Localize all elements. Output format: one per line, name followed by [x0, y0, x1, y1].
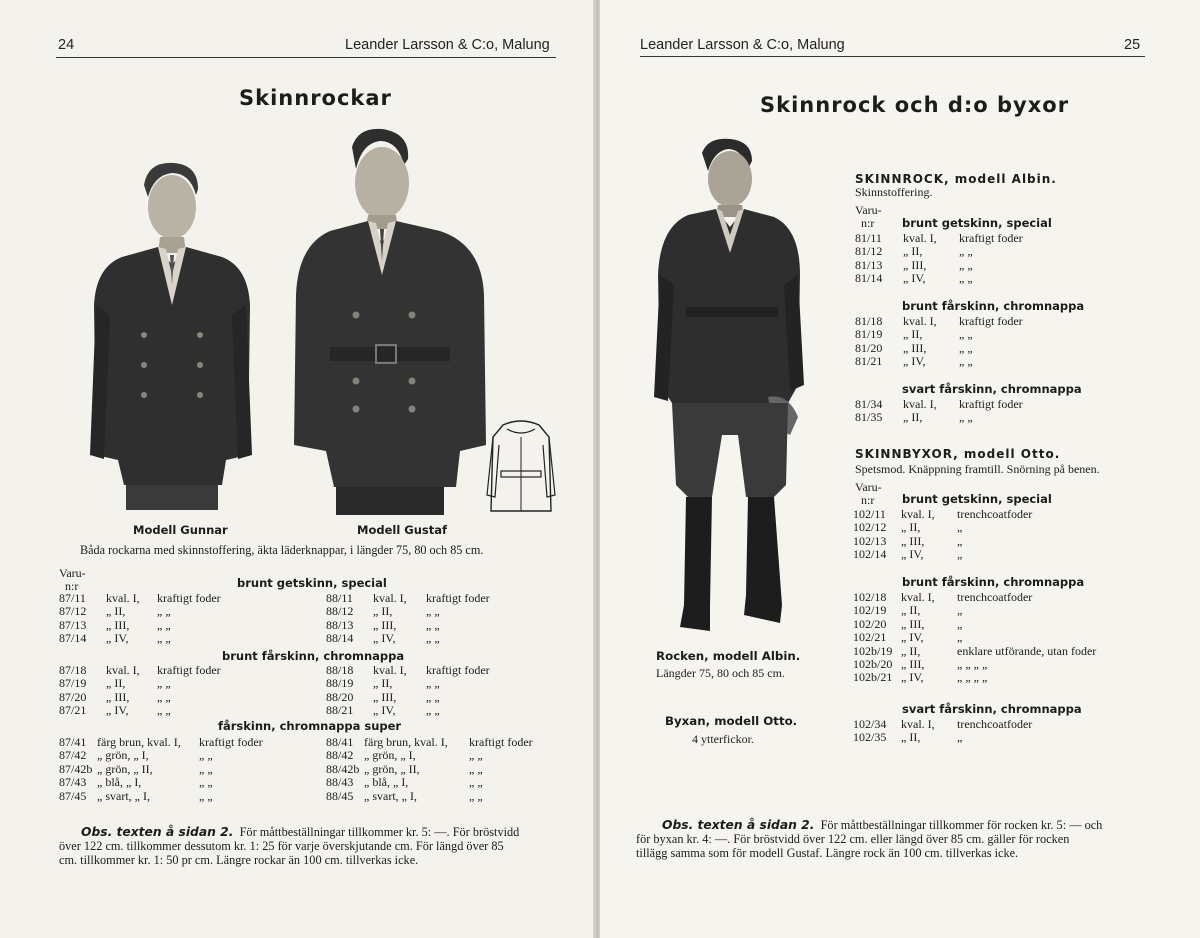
- table-row: [855, 272, 1155, 285]
- foder: „: [957, 630, 963, 645]
- section-rows: [853, 718, 1163, 745]
- varunummer: 102b/21: [853, 670, 893, 685]
- varunummer: 87/11: [59, 591, 86, 605]
- varunummer: 102/13: [853, 533, 887, 548]
- kvalitet: „ III,: [901, 656, 925, 671]
- kvalitet: kval. I,: [106, 663, 140, 677]
- foder: kraftigt foder: [157, 663, 221, 677]
- varunummer: 88/13: [326, 617, 354, 632]
- table-row: [853, 658, 1163, 671]
- foder: „: [957, 616, 963, 631]
- trousers-sub: Spetsmod. Knäppning framtill. Snörning på benen.: [855, 462, 1100, 476]
- kvalitet: „ grön, „ II,: [364, 761, 420, 776]
- kvalitet: „ IV,: [106, 631, 129, 646]
- varunummer: 88/41: [326, 735, 354, 749]
- foder: „ „: [157, 617, 171, 632]
- section-heading: brunt fårskinn, chromnappa: [222, 649, 405, 663]
- varunummer: 88/11: [326, 591, 353, 605]
- kvalitet: „ IV,: [901, 670, 924, 685]
- table-row: [59, 736, 579, 749]
- table-row: [855, 342, 1155, 355]
- foder: „ „: [157, 604, 171, 619]
- section-heading: brunt getskinn, special: [902, 492, 1052, 506]
- varunummer: 88/42b: [326, 761, 360, 776]
- table-row: [853, 508, 1163, 521]
- varunummer: 88/18: [326, 663, 354, 677]
- varunummer: 88/14: [326, 631, 354, 646]
- foder: „ „: [959, 340, 973, 355]
- section-heading: brunt getskinn, special: [902, 216, 1052, 230]
- caption-byxan: Byxan, modell Otto.: [665, 714, 798, 728]
- table-row: [59, 691, 579, 704]
- table-row: [59, 619, 579, 632]
- varunummer: 102/14: [853, 547, 887, 562]
- kvalitet: „ IV,: [373, 631, 396, 646]
- foder: „ „: [426, 689, 440, 704]
- kvalitet: „ grön, „ II,: [97, 761, 153, 776]
- table-row: [59, 592, 579, 605]
- kvalitet: färg brun, kval. I,: [97, 735, 181, 749]
- trousers-name: SKINNBYXOR, modell Otto.: [855, 447, 1061, 461]
- varunummer: 102/35: [853, 730, 887, 745]
- page-title-right: Skinnrock och d:o byxor: [760, 93, 1070, 117]
- section-heading: fårskinn, chromnappa super: [218, 719, 402, 733]
- table-row: [855, 411, 1155, 424]
- kvalitet: „ svart, „ I,: [97, 788, 150, 803]
- varunummer: 81/21: [855, 354, 883, 369]
- kvalitet: kval. I,: [901, 717, 935, 731]
- varunummer: 88/45: [326, 788, 354, 803]
- table-row: [853, 631, 1163, 644]
- table-row: [59, 605, 579, 618]
- foder: „ „ „ „: [957, 670, 988, 685]
- foder: enklare utförande, utan foder: [957, 643, 1097, 658]
- kvalitet: kval. I,: [373, 591, 407, 605]
- foder: „ „: [959, 354, 973, 369]
- foder: trenchcoatfoder: [957, 590, 1033, 604]
- coat-sub: Skinnstoffering.: [855, 185, 933, 199]
- photo-modell-albin-otto: [650, 135, 810, 640]
- varunummer: 81/14: [855, 271, 883, 286]
- foder: „ „: [157, 689, 171, 704]
- caption-modell-gunnar: Modell Gunnar: [133, 523, 228, 537]
- varunummer: 81/35: [855, 410, 883, 425]
- varunummer: 81/19: [855, 327, 883, 342]
- varu-label-left: Varu- n:r: [59, 566, 86, 594]
- kvalitet: „ II,: [901, 520, 921, 535]
- table-row: [59, 704, 579, 717]
- varunummer: 87/41: [59, 735, 87, 749]
- kvalitet: „ IV,: [901, 547, 924, 562]
- coat-name: SKINNROCK, modell Albin.: [855, 172, 1057, 186]
- page-number-left: 24: [58, 37, 75, 53]
- varunummer: 102b/19: [853, 643, 893, 658]
- running-head-left: Leander Larsson & C:o, Malung: [345, 37, 550, 53]
- photo-modell-gunnar: [86, 155, 256, 515]
- foder: „ „: [157, 676, 171, 691]
- varunummer: 88/20: [326, 689, 354, 704]
- foder: kraftigt foder: [426, 591, 490, 605]
- right-page: [600, 0, 1200, 938]
- varunummer: 87/42: [59, 748, 87, 763]
- foder: „: [957, 520, 963, 535]
- caption-langder: Längder 75, 80 och 85 cm.: [656, 666, 785, 680]
- varu-label-trousers: Varu- n:r: [855, 480, 882, 508]
- section-rows: [853, 591, 1163, 685]
- kvalitet: kval. I,: [106, 591, 140, 605]
- photo-modell-gustaf: [290, 125, 490, 517]
- table-row: [855, 232, 1155, 245]
- section-heading: svart fårskinn, chromnappa: [902, 702, 1082, 716]
- kvalitet: kval. I,: [903, 231, 937, 245]
- kvalitet: „ II,: [373, 604, 393, 619]
- varunummer: 87/19: [59, 676, 87, 691]
- kvalitet: „ blå, „ I,: [364, 775, 409, 790]
- kvalitet: „ IV,: [903, 271, 926, 286]
- foder: „: [957, 533, 963, 548]
- foder: „ „: [199, 775, 213, 790]
- section-rows: [855, 398, 1155, 425]
- section-heading: brunt fårskinn, chromnappa: [902, 575, 1085, 589]
- section-rows: [855, 232, 1155, 286]
- kvalitet: „ II,: [373, 676, 393, 691]
- table-row: [855, 398, 1155, 411]
- section-rows: [853, 508, 1163, 562]
- foder: „: [957, 730, 963, 745]
- foder: „ „: [426, 676, 440, 691]
- foder: „ „: [426, 617, 440, 632]
- note-lead-right: Obs. texten å sidan 2.: [662, 818, 815, 832]
- kvalitet: „ blå, „ I,: [97, 775, 142, 790]
- varunummer: 81/34: [855, 397, 883, 411]
- varunummer: 87/14: [59, 631, 87, 646]
- kvalitet: „ III,: [901, 616, 925, 631]
- varunummer: 87/18: [59, 663, 87, 677]
- varunummer: 102/34: [853, 717, 887, 731]
- kvalitet: „ IV,: [373, 703, 396, 718]
- varunummer: 87/42b: [59, 761, 93, 776]
- kvalitet: „ III,: [373, 689, 397, 704]
- table-row: [855, 328, 1155, 341]
- table-row: [855, 355, 1155, 368]
- table-row: [59, 664, 579, 677]
- kvalitet: „ II,: [903, 327, 923, 342]
- header-rule-left: [56, 57, 556, 58]
- foder: „ „: [199, 748, 213, 763]
- kvalitet: kval. I,: [903, 397, 937, 411]
- sketch-coat-back: [485, 415, 557, 515]
- kvalitet: kval. I,: [903, 314, 937, 328]
- varunummer: 87/45: [59, 788, 87, 803]
- kvalitet: „ II,: [903, 244, 923, 259]
- foder: kraftigt foder: [959, 314, 1023, 328]
- header-rule-right: [640, 56, 1145, 57]
- kvalitet: „ svart, „ I,: [364, 788, 417, 803]
- note-lead-left: Obs. texten å sidan 2.: [81, 825, 234, 839]
- section-heading: brunt getskinn, special: [237, 576, 387, 590]
- table-row: [853, 718, 1163, 731]
- kvalitet: „ II,: [901, 643, 921, 658]
- section-heading: svart fårskinn, chromnappa: [902, 382, 1082, 396]
- note-right: Obs. texten å sidan 2. För måttbeställningar tillkommer för rocken kr. 5: — och för byxan kr. 4: —. För bröstvidd över 122 cm. eller längd över 85 cm. gäller för rocken tillägg samma som för modell Gustaf. Längre rock än 100 cm. tillverkas icke.: [636, 818, 1103, 861]
- kvalitet: „ III,: [903, 257, 927, 272]
- kvalitet: kval. I,: [901, 590, 935, 604]
- foder: kraftigt foder: [959, 397, 1023, 411]
- note-left: Obs. texten å sidan 2. För måttbeställningar tillkommer kr. 5: —. För bröstvidd över 122 cm. tillkommer dessutom kr. 1: 25 för varje överskjutande cm. För längd över 85 cm. tillkommer kr. 1: 50 pr cm. Längre rockar än 100 cm. tillverkas icke.: [59, 825, 520, 868]
- page-number-right: 25: [1124, 37, 1141, 53]
- section-heading: brunt fårskinn, chromnappa: [902, 299, 1085, 313]
- varunummer: 88/21: [326, 703, 354, 718]
- varunummer: 81/20: [855, 340, 883, 355]
- varunummer: 102/21: [853, 630, 887, 645]
- table-row: [853, 548, 1163, 561]
- varunummer: 81/18: [855, 314, 883, 328]
- varunummer: 81/12: [855, 244, 883, 259]
- foder: kraftigt foder: [157, 591, 221, 605]
- foder: „ „: [157, 631, 171, 646]
- table-row: [853, 671, 1163, 684]
- table-row: [853, 645, 1163, 658]
- varunummer: 81/13: [855, 257, 883, 272]
- kvalitet: färg brun, kval. I,: [364, 735, 448, 749]
- varu-label-coat: Varu- n:r: [855, 203, 882, 231]
- table-row: [59, 749, 579, 762]
- kvalitet: „ II,: [106, 676, 126, 691]
- table-row: [59, 776, 579, 789]
- table-row: [853, 604, 1163, 617]
- kvalitet: „ II,: [901, 730, 921, 745]
- foder: kraftigt foder: [959, 231, 1023, 245]
- varunummer: 102/19: [853, 603, 887, 618]
- foder: kraftigt foder: [469, 735, 533, 749]
- kvalitet: kval. I,: [373, 663, 407, 677]
- varunummer: 102/11: [853, 507, 886, 521]
- varunummer: 87/13: [59, 617, 87, 632]
- table-row: [59, 677, 579, 690]
- foder: „ „: [469, 748, 483, 763]
- table-row: [59, 632, 579, 645]
- varunummer: 102/20: [853, 616, 887, 631]
- foder: „ „: [959, 327, 973, 342]
- table-row: [853, 521, 1163, 534]
- kvalitet: „ III,: [106, 617, 130, 632]
- kvalitet: „ II,: [106, 604, 126, 619]
- kvalitet: „ III,: [106, 689, 130, 704]
- table-row: [855, 315, 1155, 328]
- varunummer: 88/43: [326, 775, 354, 790]
- section-rows: [59, 664, 579, 718]
- varunummer: 88/19: [326, 676, 354, 691]
- varunummer: 88/12: [326, 604, 354, 619]
- foder: kraftigt foder: [426, 663, 490, 677]
- varunummer: 87/12: [59, 604, 87, 619]
- kvalitet: „ III,: [373, 617, 397, 632]
- foder: „ „: [959, 410, 973, 425]
- table-row: [59, 790, 579, 803]
- foder: „ „: [426, 604, 440, 619]
- section-rows: [59, 736, 579, 803]
- foder: „ „ „ „: [957, 656, 988, 671]
- varunummer: 87/21: [59, 703, 87, 718]
- foder: „ „: [959, 257, 973, 272]
- foder: trenchcoatfoder: [957, 507, 1033, 521]
- caption-rocken: Rocken, modell Albin.: [656, 649, 801, 663]
- foder: „: [957, 603, 963, 618]
- foder: „ „: [157, 703, 171, 718]
- foder: „ „: [469, 775, 483, 790]
- kvalitet: „ IV,: [901, 630, 924, 645]
- table-row: [59, 763, 579, 776]
- table-row: [853, 731, 1163, 744]
- kvalitet: „ IV,: [106, 703, 129, 718]
- varunummer: 102/12: [853, 520, 887, 535]
- foder: „ „: [426, 631, 440, 646]
- foder: „ „: [199, 761, 213, 776]
- kvalitet: „ IV,: [903, 354, 926, 369]
- table-row: [853, 618, 1163, 631]
- foder: trenchcoatfoder: [957, 717, 1033, 731]
- left-page: [0, 0, 596, 938]
- foder: „ „: [199, 788, 213, 803]
- varunummer: 102b/20: [853, 656, 893, 671]
- varunummer: 81/11: [855, 231, 882, 245]
- foder: kraftigt foder: [199, 735, 263, 749]
- varunummer: 87/20: [59, 689, 87, 704]
- kvalitet: kval. I,: [901, 507, 935, 521]
- foder: „ „: [469, 761, 483, 776]
- varunummer: 88/42: [326, 748, 354, 763]
- kvalitet: „ grön, „ I,: [364, 748, 416, 763]
- section-rows: [59, 592, 579, 646]
- section-rows: [855, 315, 1155, 369]
- running-head-right: Leander Larsson & C:o, Malung: [640, 37, 845, 53]
- table-row: [855, 245, 1155, 258]
- kvalitet: „ II,: [901, 603, 921, 618]
- caption-modell-gustaf: Modell Gustaf: [357, 523, 447, 537]
- foder: „ „: [959, 244, 973, 259]
- foder: „ „: [469, 788, 483, 803]
- foder: „ „: [426, 703, 440, 718]
- kvalitet: „ III,: [903, 340, 927, 355]
- description-left: Båda rockarna med skinnstoffering, äkta läderknappar, i längder 75, 80 och 85 cm.: [80, 543, 484, 557]
- kvalitet: „ II,: [903, 410, 923, 425]
- kvalitet: „ grön, „ I,: [97, 748, 149, 763]
- caption-fickor: 4 ytterfickor.: [692, 732, 754, 746]
- kvalitet: „ III,: [901, 533, 925, 548]
- table-row: [855, 259, 1155, 272]
- varunummer: 102/18: [853, 590, 887, 604]
- page-title-left: Skinnrockar: [239, 86, 392, 110]
- foder: „ „: [959, 271, 973, 286]
- table-row: [853, 535, 1163, 548]
- table-row: [853, 591, 1163, 604]
- varunummer: 87/43: [59, 775, 87, 790]
- foder: „: [957, 547, 963, 562]
